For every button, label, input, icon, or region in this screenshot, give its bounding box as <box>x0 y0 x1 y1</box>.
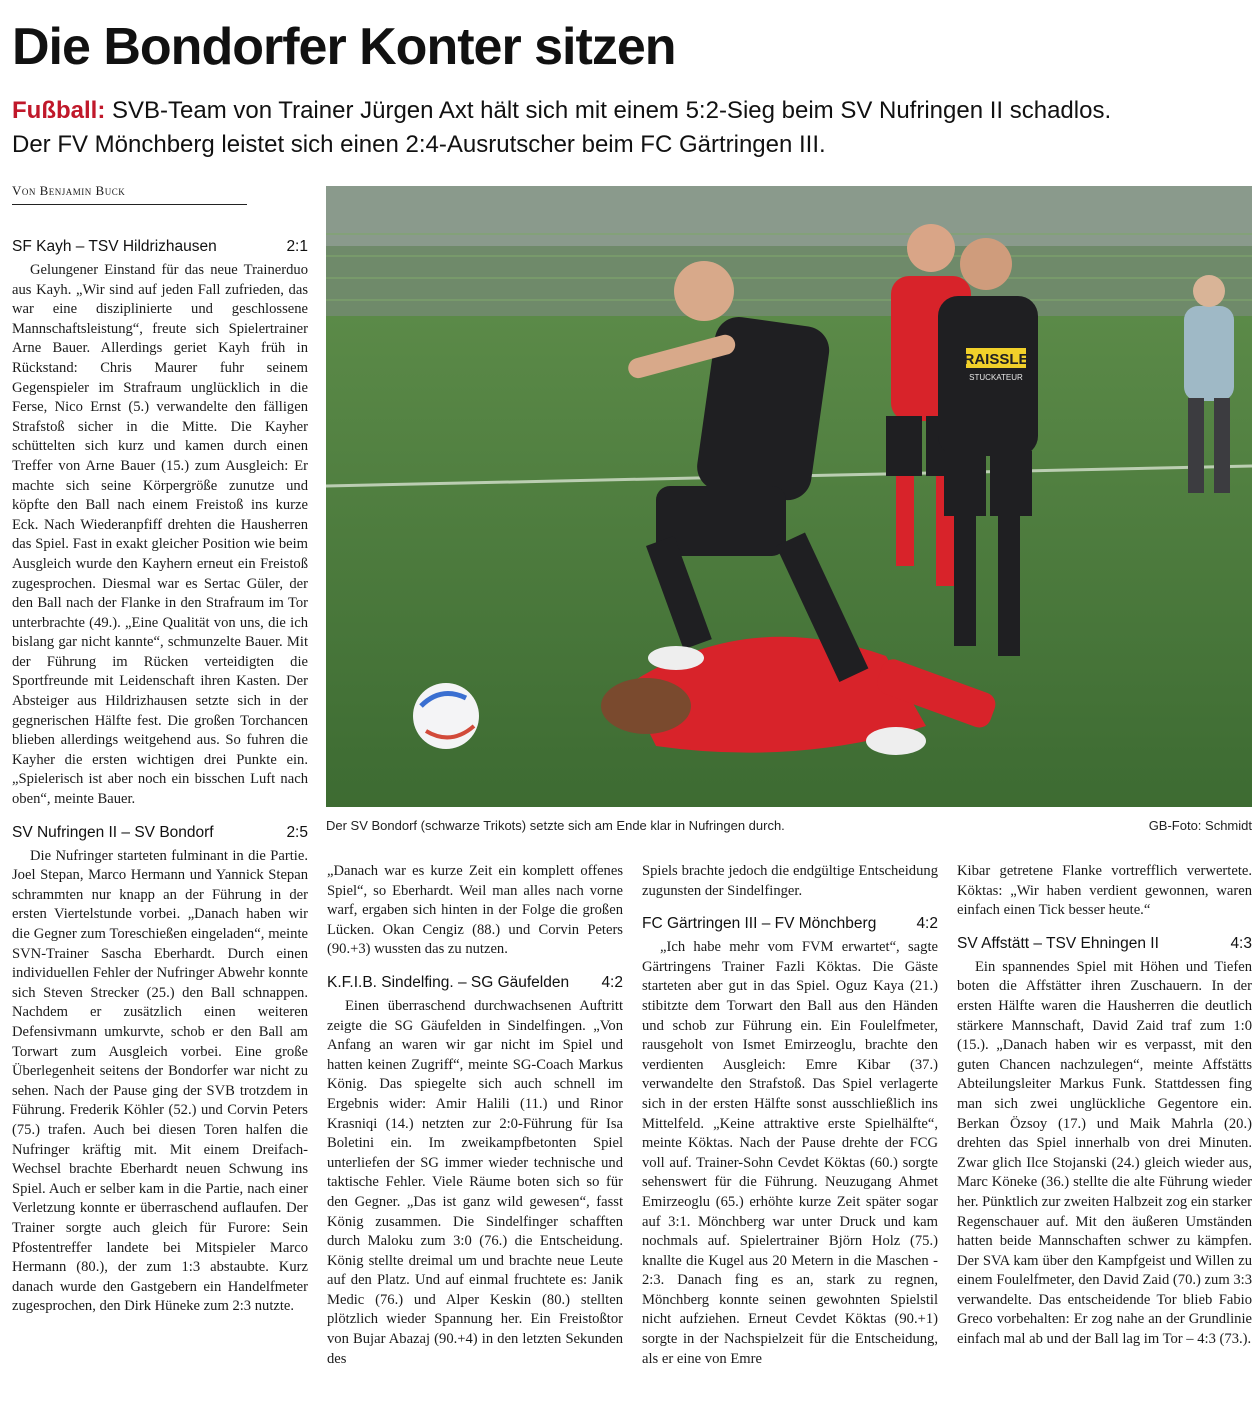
match-report-affstaett: Ein spannendes Spiel mit Höhen und Tiefen boten die Affstätter ihren Zuschauern. In der ersten Hälfte waren die Hausherren die deutlich stärkere Mannschaft, David Zaid traf zum 1:0 (15.). „Danach haben wir es verpasst, mit den guten Chancen nachzulegen“, meinte Affstätts Abteilungsleiter Markus Funk. Stattdessen fing man sich zwei unglückliche Gegentore ein. Berkan Özsoy (17.) und Maik Mahrla (20.) drehten das Spiel innerhalb von drei Minuten. Zwar glich Ilce Stojanski (24.) gleich wieder aus, Marc Köneke (36.) stellte die alte Führung wieder her. Pünktlich zur zweiten Halbzeit zog ein starker Regenschauer auf. Mit den äußeren Umständen hatten beide Mannschaften schwer zu kämpfen. Der SVA kam über den Kampfgeist und Willen zu einem Foulelfmeter, den David Zaid (70.) zum 3:3 verwandelte. Das entscheidende Tor blieb Fabio Greco vorbehalten: Er zog nahe an der Grundlinie einfach mal ab und der Ball lag im Tor – 4:3 (73.). <box>957 958 1253 1348</box>
match-score: 4:2 <box>601 973 623 991</box>
match-photo <box>326 186 1252 807</box>
column-2 <box>327 862 623 1369</box>
photo-embankment <box>326 246 1252 326</box>
column-4 <box>957 862 1252 1350</box>
match-title: SV Nufringen II – SV Bondorf <box>12 823 214 841</box>
match-report-nufringen: Die Nufringer starteten fulminant in die Partie. Joel Stepan, Marco Hermann und Yannick Stepan schrammten nur knapp an der Führung in der ersten Viertelstunde vorbei. „Danach haben wir die Gegner zum Toreschießen eingeladen“, meinte SVN-Trainer Sascha Eberhardt. Durch einen individuellen Fehler der Nufringer Abwehr konnte sich Steven Strecker (25.) den Ball schnappen. Nachdem er zusätzlich einen weiteren Defensivmann umkurvte, schob er den Ball am Torwart zum Ausgleich vorbei. Eine große Überlegenheit seitens der Bondorfer war nicht zu sehen. Nach der Pause ging der SVB trotzdem in Führung. Frederik Köhler (52.) und Corvin Peters (75.) trafen. Auch bei diesen Toren halfen die Nufringer kräftig mit. Mit einem Dreifach-Wechsel brachte Eberhardt neuen Schwung ins Spiel. Auch er selber kam in die Partie, nach einer Verletzung konnte er überraschend auflaufen. Der Trainer sorgte auch gleich für Furore: Sein Pfostentreffer landete bei Mitspieler Marco Hermann (80.), der zum 1:3 abstaubte. Kurz danach wurde den Gastgebern ein Handelfmeter zugesprochen, den Dirk Hüneke zum 2:3 nutzte. <box>12 847 308 1315</box>
match-score: 4:2 <box>916 915 938 933</box>
match-report-kayh: Gelungener Einstand für das neue Trainerduo aus Kayh. „Wir sind auf jeden Fall zufrieden, das war eine disziplinierte und geschlossene Mannschaftsleistung“, freute sich Spielertrainer Arne Bauer. Allerdings geriet Kayh früh in Rückstand: Chris Maurer fuhr seinem Gegenspieler im Strafraum unglücklich in die Ferse, Nico Ernst (5.) verwandelte den fälligen Strafstoß sicher in die Mitte. Die Kayher schüttelten sich kurz und kamen durch einen Treffer von Arne Bauer (15.) zum Ausgleich: Er machte sich seine Körpergröße zunutze und köpfte den Ball nach einem Freistoß ins kurze Eck. Nach Wiederanpfiff drehten die Hausherren das Spiel. Fast in exakt gleicher Position wie beim Ausgleich wurde den Kayhern erneut ein Freistoß zugesprochen. Diesmal war es Sertac Güler, der den Ball nach der Flanke in den Strafraum im Tor unterbrachte (49.). „Eine Qualität von uns, die ich bislang gar nicht kannte“, schmunzelte Bauer. Mit der Führung im Rücken verteidigten die Sportfreunde mit Leidenschaft ihren Kasten. Der Absteiger aus Hildrizhausen setzte sich in der gegnerischen Hälfte fest. Die großen Torchancen blieben allerdings weitgehend aus. So fuhren die Kayher die ersten wichtigen drei Punkte ein. „Spielerisch ist aber noch ein bisschen Luft nach oben“, meinte Bauer. <box>12 262 308 808</box>
match-score: 2:1 <box>286 238 308 255</box>
match-heading-kayh <box>12 236 308 258</box>
column-1 <box>12 236 308 1317</box>
football <box>413 683 479 749</box>
match-heading-sindelfingen <box>327 972 623 994</box>
jersey-sponsor-text: RAISSLE <box>963 351 1029 368</box>
match-report-nufringen-cont: „Danach war es kurze Zeit ein komplett offenes Spiel“, so Eberhardt. Weil man alles nach vorne warf, ergaben sich hinten in der Folge die großen Lücken. Okan Cengiz (88.) und Corvin Peters (90.+3) wussten das zu nutzen. <box>327 863 623 958</box>
match-report-sindelfingen-cont: Spiels brachte jedoch die endgültige Entscheidung zugunsten der Sindelfinger. <box>642 863 938 899</box>
match-title: K.F.I.B. Sindelfing. – SG Gäufelden <box>327 973 570 991</box>
match-score: 2:5 <box>286 823 308 841</box>
match-heading-nufringen <box>12 822 308 844</box>
match-title: SF Kayh – TSV Hildrizhausen <box>12 238 217 255</box>
caption-text: Der SV Bondorf (schwarze Trikots) setzte sich am Ende klar in Nufringen durch. <box>326 818 785 833</box>
headline: Die Bondorfer Konter sitzen <box>12 18 676 76</box>
jersey-sponsor-subtext: STUCKATEUR <box>969 373 1023 382</box>
match-report-gaertringen-cont: Kibar getretene Flanke vortrefflich verwertete. Köktas: „Wir haben verdient gewonnen, waren einfach einen Tick besser heute.“ <box>957 863 1252 919</box>
photo-caption <box>326 817 1252 835</box>
kicker: Fußball: <box>12 97 106 124</box>
subheadline <box>12 94 1252 162</box>
subhead-line-1: SVB-Team von Trainer Jürgen Axt hält sich mit einem 5:2-Sieg beim SV Nufringen II schadlos. <box>112 97 1112 124</box>
byline: Von Benjamin Buck <box>12 183 247 205</box>
match-score: 4:3 <box>1230 934 1252 952</box>
match-title: SV Affstätt – TSV Ehningen II <box>957 934 1159 952</box>
match-heading-gaertringen <box>642 913 938 935</box>
match-report-gaertringen: „Ich habe mehr vom FVM erwartet“, sagte Gärtringens Trainer Fazli Köktas. Die Gäste starteten aber gut in das Spiel. Oguz Kaya (21.) stibitzte dem Torwart den Ball aus den Händen und schob zur Führung ein. Ein Foulelfmeter, rausgeholt von Ismet Emirzeoglu, brachte den verdienten Ausgleich: Emre Kibar (37.) verwandelte den Strafstoß. Das Spiel verlagerte sich in der ersten Hälfte sonst ausschließlich ins Mittelfeld. „Keine attraktive erste Spielhälfte“, meinte Köktas. Nach der Pause drehte der FCG voll auf. Trainer-Sohn Cevdet Köktas (60.) sorgte sehenswert für die Führung. Neuzugang Ahmet Emirzeoglu (65.) erhöhte kurze Zeit später sogar auf 3:1. Mönchberg war unter Druck und kam nochmals auf. Spielertrainer Björn Holz (75.) knallte die Kugel aus 20 Metern in die Maschen - 2:3. Danach fing es an, stark zu regnen, Mönchberg konnte seinen gewohnten Spielstil nicht aufziehen. Erneut Cevdet Köktas (90.+1) sorgte in der Nachspielzeit für die Entscheidung, als er eine von Emre <box>642 939 938 1367</box>
column-3 <box>642 862 938 1369</box>
match-title: FC Gärtringen III – FV Mönchberg <box>642 915 877 933</box>
match-heading-affstaett <box>957 933 1252 955</box>
photo-credit: GB-Foto: Schmidt <box>1148 818 1252 833</box>
subhead-line-2: Der FV Mönchberg leistet sich einen 2:4-Ausrutscher beim FC Gärtringen III. <box>12 131 826 158</box>
match-report-sindelfingen: Einen überraschend durchwachsenen Auftritt zeigte die SG Gäufelden in Sindelfingen. „Von Anfang an waren wir gar nicht im Spiel und hatten keinen Zugriff“, meinte SG-Coach Markus König. Das spiegelte sich auch schnell im Ergebnis wider: Amir Halili (11.) und Rinor Krasniqi (14.) netzten zur 2:0-Führung für Isa Boletini ein. Im zweikampfbetonten Spiel unterliefen der SG immer wieder technische und taktische Fehler. Viele Räume boten sich so für den Gegner. „Das ist ganz wild gewesen“, fasst König zusammen. Die Sindelfinger schafften durch Maloku zum 3:0 (76.) die Entscheidung. König stellte dreimal um und brachte neue Leute auf den Platz. Und auf einmal fruchtete es: Janik Medic (76.) und Alper Keskin (80.) stellten plötzlich wieder Spannung her. Ein Freistoßtor von Bujar Abazaj (90.+4) in den letzten Sekunden des <box>327 997 623 1367</box>
